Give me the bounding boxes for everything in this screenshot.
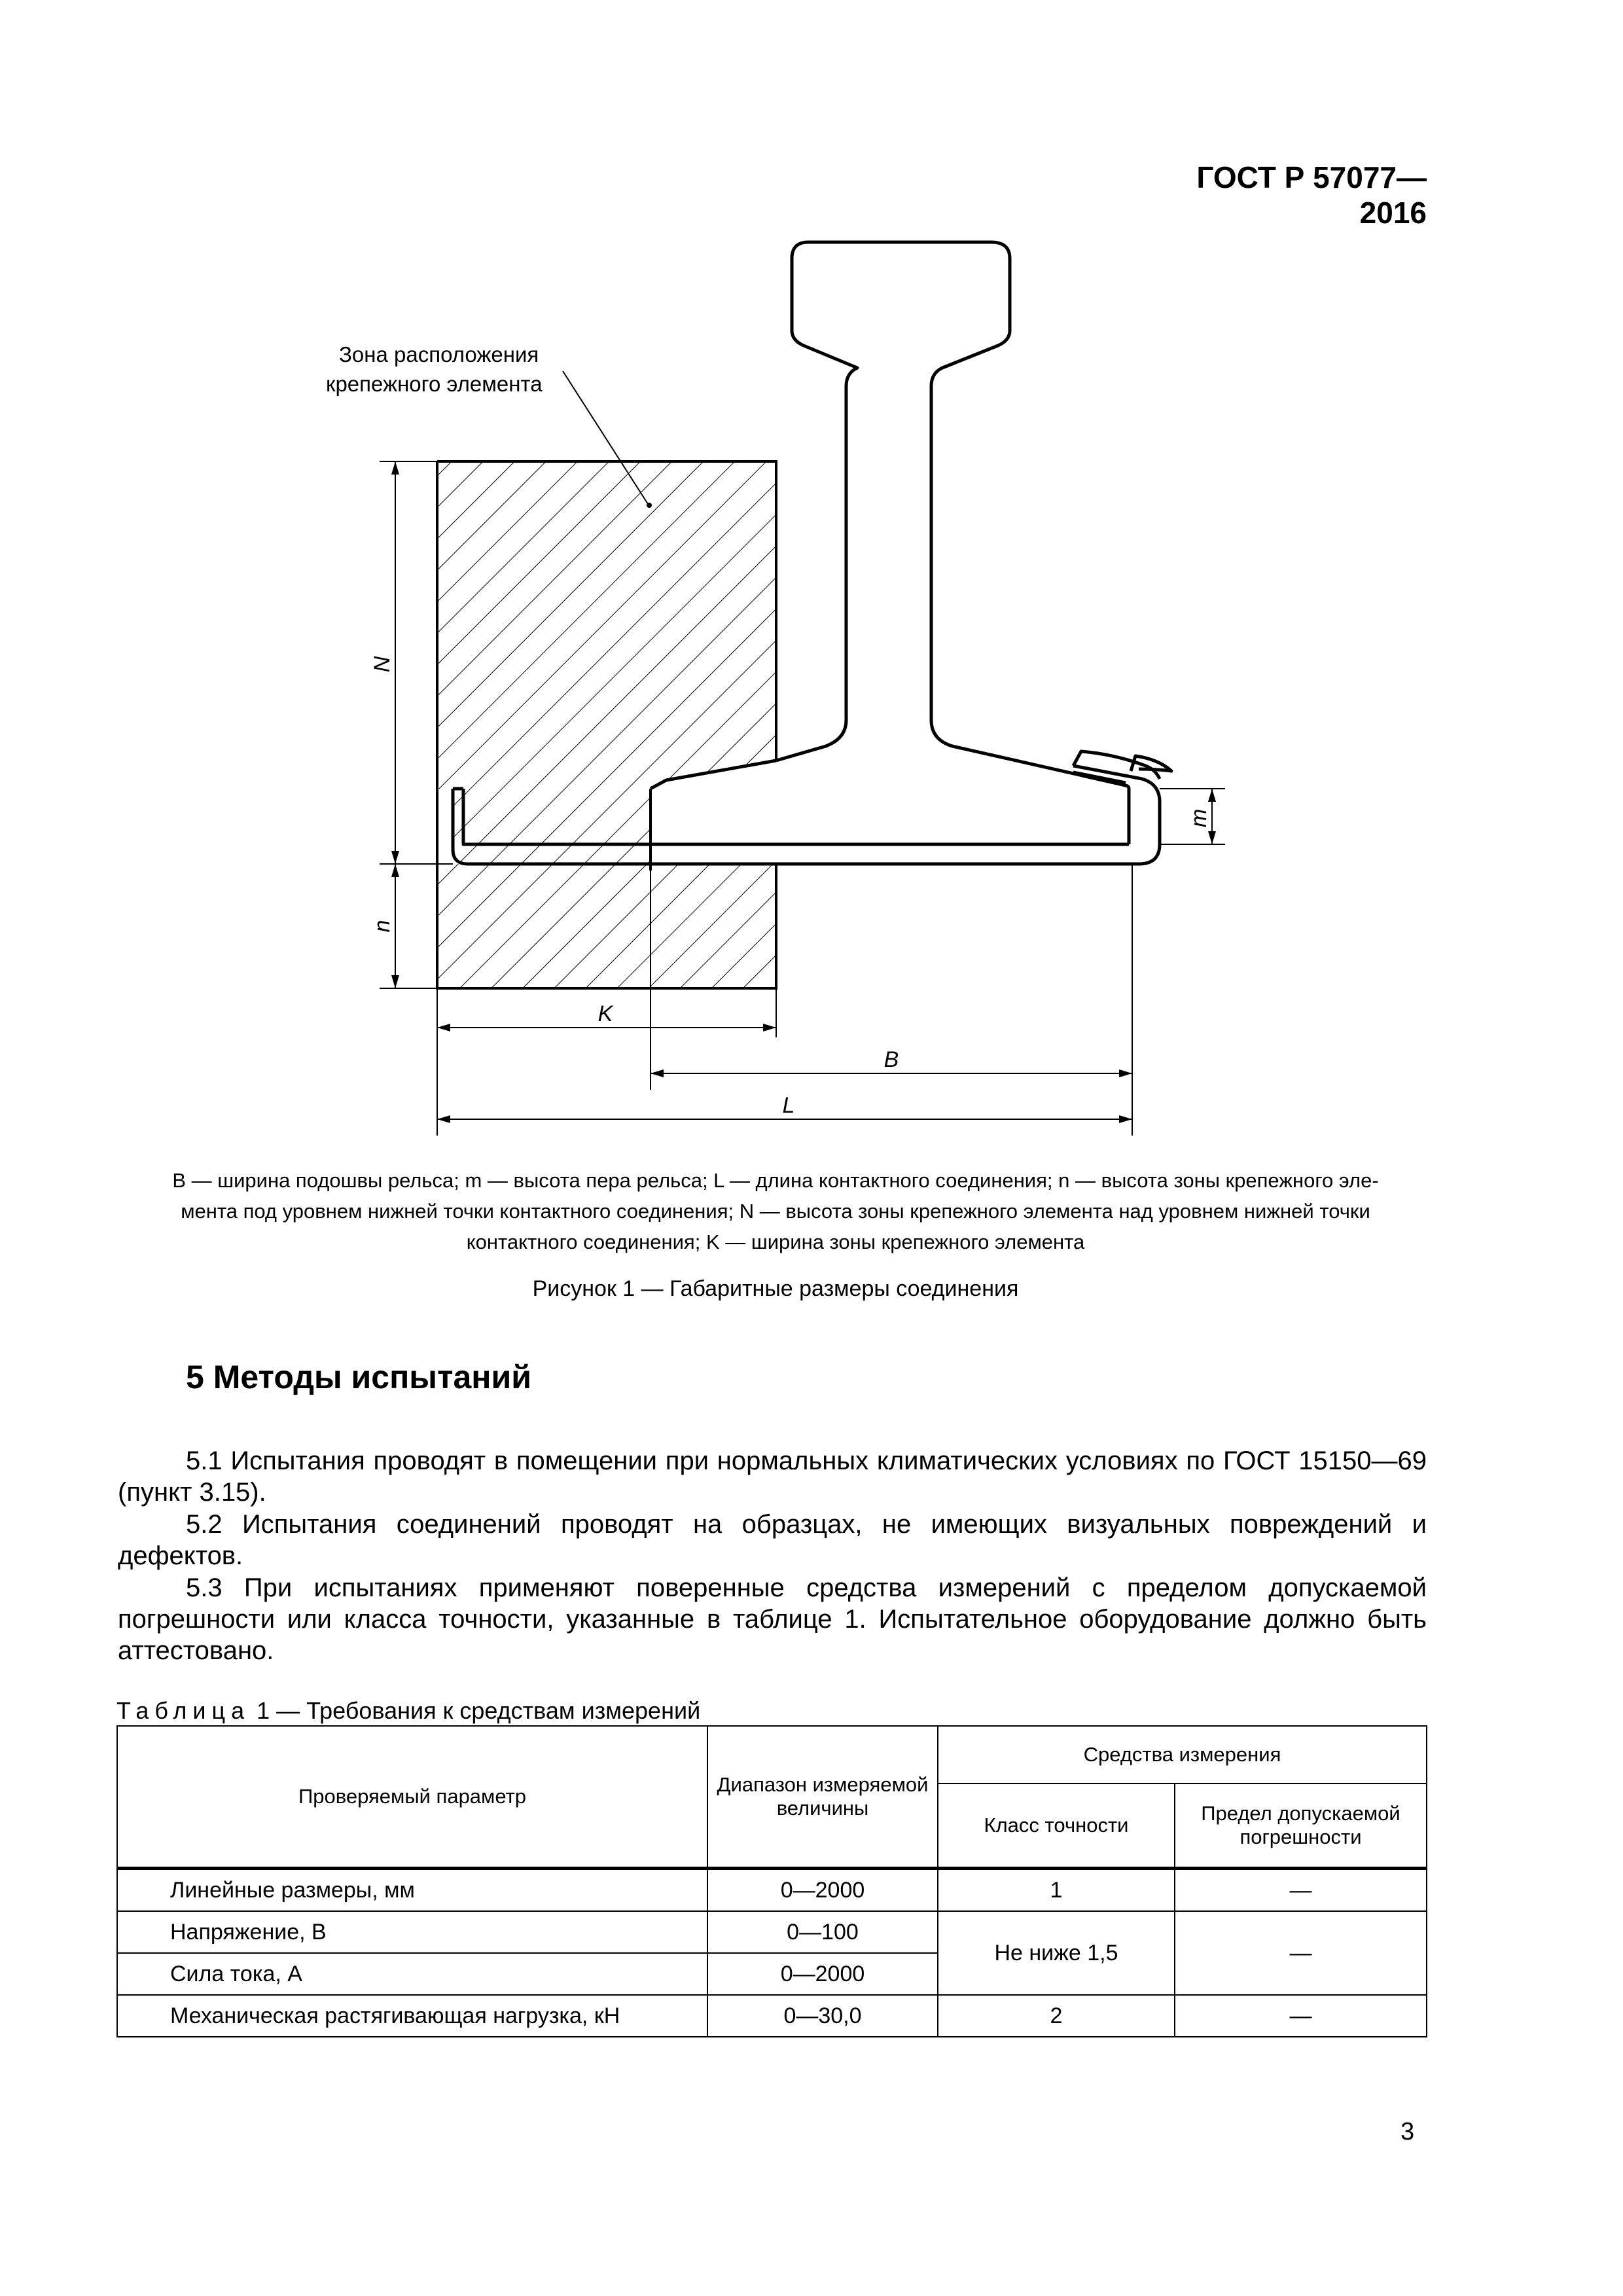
fastening-zone-lower	[437, 864, 776, 988]
cell-param: Линейные размеры, мм	[117, 1869, 707, 1912]
cell-range: 0—30,0	[707, 1995, 938, 2037]
figure-caption: Рисунок 1 — Габаритные размеры соединения	[532, 1276, 1019, 1301]
fastening-zone-upper	[437, 461, 776, 864]
figure-legend	[118, 1165, 1433, 1257]
paragraph-text: 5.2 Испытания соединений проводят на образцах, не имеющих визуальных повреждений и дефектов.	[118, 1510, 1427, 1570]
header-accuracy-class: Класс точности	[938, 1784, 1175, 1869]
table-row	[117, 1869, 1427, 1912]
table-caption-rest: 1 — Требования к средствам измерений	[250, 1697, 701, 1724]
table-row	[117, 1995, 1427, 2037]
cell-param: Напряжение, В	[117, 1911, 707, 1953]
section-title: 5 Методы испытаний	[186, 1359, 531, 1395]
dim-label-N: N	[370, 656, 395, 673]
header-means: Средства измерения	[938, 1726, 1427, 1784]
table-caption	[116, 1697, 700, 1725]
header-range: Диапазон измеряемой величины	[707, 1726, 938, 1869]
dim-label-K: K	[597, 1001, 613, 1026]
cell-class: Не ниже 1,5	[938, 1911, 1175, 1995]
paragraph-5-3	[118, 1572, 1427, 1666]
zone-label-line2: крепежного элемента	[326, 372, 543, 396]
cell-range: 0—2000	[707, 1953, 938, 1995]
page-number: 3	[1400, 2118, 1415, 2145]
zone-label-line1: Зона расположения	[339, 342, 539, 367]
dim-label-B: B	[883, 1047, 899, 1072]
cell-limit: —	[1175, 1869, 1427, 1912]
legend-line: B — ширина подошвы рельса; m — высота пера рельса; L — длина контактного соединения; n — высота зоны крепежного эле-	[172, 1169, 1379, 1192]
zone-leader-dot	[647, 503, 652, 508]
cell-param: Сила тока, А	[117, 1953, 707, 1995]
dim-label-L: L	[782, 1093, 795, 1118]
requirements-table	[116, 1725, 1427, 2037]
legend-line: мента под уровнем нижней точки контактного соединения; N — высота зоны крепежного элемента над уровнем нижней точки	[181, 1200, 1370, 1223]
cell-class: 2	[938, 1995, 1175, 2037]
header-param: Проверяемый параметр	[117, 1726, 707, 1869]
table-caption-word: Таблица	[116, 1697, 251, 1724]
cell-class: 1	[938, 1869, 1175, 1912]
cell-limit: —	[1175, 1995, 1427, 2037]
paragraph-5-2	[118, 1509, 1427, 1571]
dim-label-m: m	[1186, 808, 1211, 828]
paragraph-text: 5.1 Испытания проводят в помещении при нормальных климатических условиях по ГОСТ 15150—69 (пункт 3.15).	[118, 1446, 1427, 1507]
cell-range: 0—100	[707, 1911, 938, 1953]
cell-limit: —	[1175, 1911, 1427, 1995]
table-row	[117, 1911, 1427, 1953]
legend-line: контактного соединения; K — ширина зоны крепежного элемента	[466, 1230, 1085, 1253]
cell-param: Механическая растягивающая нагрузка, кН	[117, 1995, 707, 2037]
cell-range: 0—2000	[707, 1869, 938, 1912]
paragraph-text: 5.3 При испытаниях применяют поверенные средства измерений с пределом допускаемой погрешности или класса точности, указанные в таблице 1. Испытательное оборудование должно быть аттестовано.	[118, 1573, 1427, 1665]
header-error-limit: Предел допускаемой погрешности	[1175, 1784, 1427, 1869]
document-header-id: ГОСТ Р 57077—2016	[1196, 160, 1427, 230]
paragraph-5-1	[118, 1445, 1427, 1508]
dim-label-n: n	[370, 920, 395, 933]
